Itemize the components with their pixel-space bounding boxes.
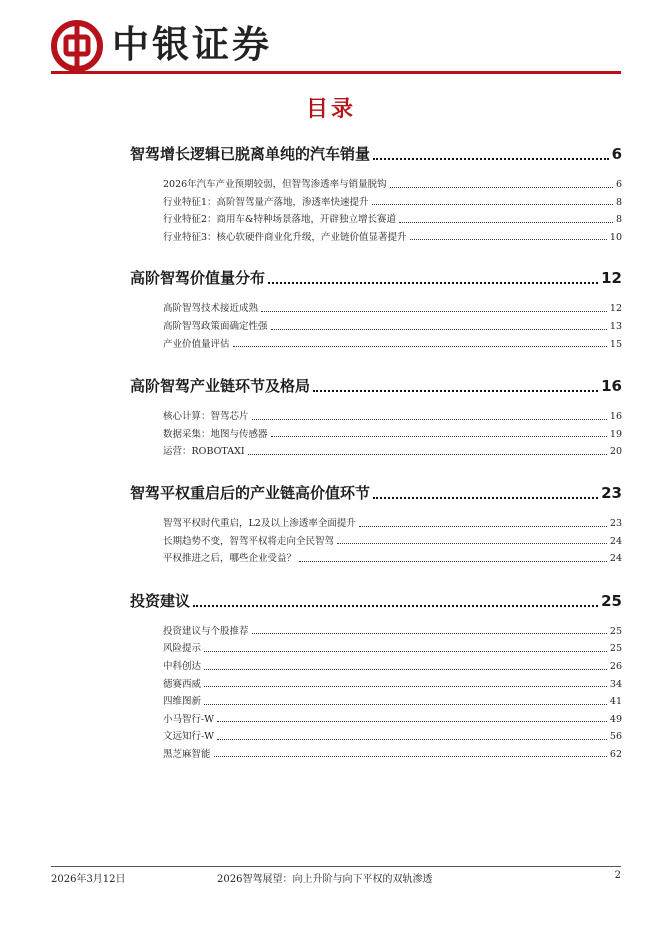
toc-leader-dots (271, 329, 607, 330)
toc-item-label: 平权推进之后，哪些企业受益？ (163, 553, 297, 565)
toc-item-label: 行业特征2：商用车&特种场景落地，开辟独立增长赛道 (163, 214, 397, 226)
toc-section-page: 25 (601, 591, 622, 610)
toc-section-heading[interactable] (130, 140, 622, 168)
toc-item[interactable] (130, 746, 622, 764)
toc-item-page: 20 (609, 446, 622, 458)
toc-item[interactable] (130, 194, 622, 212)
toc-leader-dots (337, 543, 607, 544)
toc-item[interactable] (130, 408, 622, 426)
toc-item[interactable] (130, 711, 622, 729)
toc-item-label: 长期趋势不变，智驾平权将走向全民智驾 (163, 535, 335, 547)
toc-item-page: 49 (609, 713, 622, 725)
footer-page-number: 2 (614, 870, 621, 881)
toc-leader-dots (233, 346, 607, 347)
toc-leader-dots (217, 739, 607, 740)
toc-item[interactable] (130, 176, 622, 194)
toc-item[interactable] (130, 676, 622, 694)
toc-title: 目录 (305, 97, 356, 122)
toc-item-label: 中科创达 (163, 660, 202, 672)
toc-leader-dots (261, 311, 607, 312)
toc-item-label: 小马智行-W (163, 713, 214, 725)
toc-item-page: 24 (609, 553, 622, 565)
toc-item-page: 24 (609, 535, 622, 547)
toc-item-label: 核心计算：智驾芯片 (163, 411, 249, 423)
toc-leader-dots (410, 239, 607, 240)
toc-leader-dots (214, 756, 607, 757)
toc-section-page: 12 (601, 269, 622, 288)
toc-item-label: 智驾平权时代重启，L2及以上渗透率全面提升 (163, 517, 356, 529)
toc-item-label: 文远知行-W (163, 731, 214, 743)
toc-leader-dots (193, 605, 598, 607)
page-header (0, 0, 662, 80)
toc-section-page: 6 (611, 145, 622, 163)
toc-item-page: 6 (615, 179, 622, 190)
toc-section-title: 高阶智驾产业链环节及格局 (130, 377, 311, 396)
toc-item[interactable] (130, 515, 622, 533)
toc-section-title: 智驾增长逻辑已脱离单纯的汽车销量 (130, 145, 371, 163)
toc-leader-dots (268, 282, 598, 284)
toc-section-title: 投资建议 (130, 591, 191, 610)
toc-item[interactable] (130, 426, 622, 444)
toc-item-page: 8 (615, 214, 622, 226)
toc-subitems (130, 408, 622, 461)
toc-item-label: 数据采集：地图与传感器 (163, 428, 268, 440)
toc-item[interactable] (130, 658, 622, 676)
toc-item-label: 2026年汽车产业预期较弱，但智驾渗透率与销量脱钩 (163, 179, 387, 190)
toc-item-page: 19 (609, 428, 622, 440)
toc-item-page: 10 (609, 231, 622, 243)
toc-item-label: 高阶智驾技术接近成熟 (163, 303, 259, 315)
toc-section (130, 264, 622, 353)
toc-section (130, 479, 622, 568)
toc-leader-dots (359, 526, 607, 527)
toc-item-page: 13 (609, 320, 622, 332)
toc-section-heading[interactable] (130, 372, 622, 400)
toc-item-label: 运营：ROBOTAXI (163, 446, 245, 458)
toc-leader-dots (252, 419, 607, 420)
toc-item-label: 风险提示 (163, 643, 202, 655)
toc-section-title: 智驾平权重启后的产业链高价值环节 (130, 483, 371, 502)
toc-item[interactable] (130, 229, 622, 247)
toc-item[interactable] (130, 533, 622, 551)
toc-item[interactable] (130, 336, 622, 354)
toc-leader-dots (390, 187, 613, 188)
toc-item-page: 15 (609, 338, 622, 350)
logo-text: 中银证券 (112, 22, 272, 66)
toc-item-label: 四维图新 (163, 696, 202, 708)
toc-leader-dots (252, 633, 607, 634)
toc-leader-dots (204, 704, 607, 705)
toc-item-page: 34 (609, 678, 622, 690)
toc-leader-dots (373, 497, 598, 499)
footer-divider (51, 866, 621, 867)
toc-item-label: 行业特征1：高阶智驾量产落地，渗透率快速提升 (163, 196, 369, 208)
toc-item[interactable] (130, 728, 622, 746)
toc-item-page: 25 (609, 625, 622, 637)
toc-section-page: 23 (601, 483, 622, 502)
footer-date: 2026年3月12日 (51, 874, 126, 885)
toc-leader-dots (373, 158, 609, 160)
table-of-contents (130, 140, 622, 763)
toc-item-page: 8 (615, 196, 622, 208)
toc-item[interactable] (130, 443, 622, 461)
toc-leader-dots (217, 721, 607, 722)
toc-section (130, 372, 622, 461)
toc-item[interactable] (130, 318, 622, 336)
toc-item[interactable] (130, 550, 622, 568)
toc-leader-dots (248, 454, 607, 455)
toc-leader-dots (204, 669, 607, 670)
toc-item-page: 41 (609, 696, 622, 708)
toc-item-page: 26 (609, 660, 622, 672)
toc-item-page: 62 (609, 748, 622, 760)
toc-subitems (130, 623, 622, 764)
toc-item-page: 56 (609, 731, 622, 743)
toc-leader-dots (399, 222, 613, 223)
toc-section-page: 16 (601, 377, 622, 396)
toc-item-page: 23 (609, 517, 622, 529)
toc-section-heading[interactable] (130, 264, 622, 292)
toc-item-label: 高阶智驾政策面确定性强 (163, 320, 268, 332)
toc-item-label: 黑芝麻智能 (163, 748, 211, 760)
toc-item[interactable] (130, 300, 622, 318)
toc-subitems (130, 515, 622, 568)
toc-item[interactable] (130, 693, 622, 711)
toc-section-title: 高阶智驾价值量分布 (130, 269, 266, 288)
toc-subitems (130, 300, 622, 353)
toc-subitems (130, 176, 622, 246)
toc-section (130, 587, 622, 764)
toc-item-page: 25 (609, 643, 622, 655)
toc-leader-dots (372, 204, 613, 205)
header-divider (51, 71, 621, 74)
toc-leader-dots (271, 436, 607, 437)
toc-leader-dots (313, 390, 598, 392)
toc-item-label: 投资建议与个股推荐 (163, 625, 249, 637)
toc-item-label: 行业特征3：核心软硬件商业化升级，产业链价值显著提升 (163, 231, 407, 243)
toc-item-label: 产业价值量评估 (163, 338, 230, 350)
toc-item[interactable] (130, 623, 622, 641)
bank-of-china-logo-icon (51, 20, 103, 72)
footer-report-title: 2026智驾展望：向上升阶与向下平权的双轨渗透 (217, 874, 433, 885)
toc-item[interactable] (130, 211, 622, 229)
toc-item-page: 12 (609, 303, 622, 315)
toc-leader-dots (299, 561, 607, 562)
toc-leader-dots (204, 686, 607, 687)
toc-section-heading[interactable] (130, 587, 622, 615)
toc-item-label: 德赛西威 (163, 678, 202, 690)
toc-leader-dots (204, 651, 607, 652)
toc-section (130, 140, 622, 246)
page-footer (51, 870, 621, 886)
toc-section-heading[interactable] (130, 479, 622, 507)
toc-item-page: 16 (609, 411, 622, 423)
toc-item[interactable] (130, 640, 622, 658)
